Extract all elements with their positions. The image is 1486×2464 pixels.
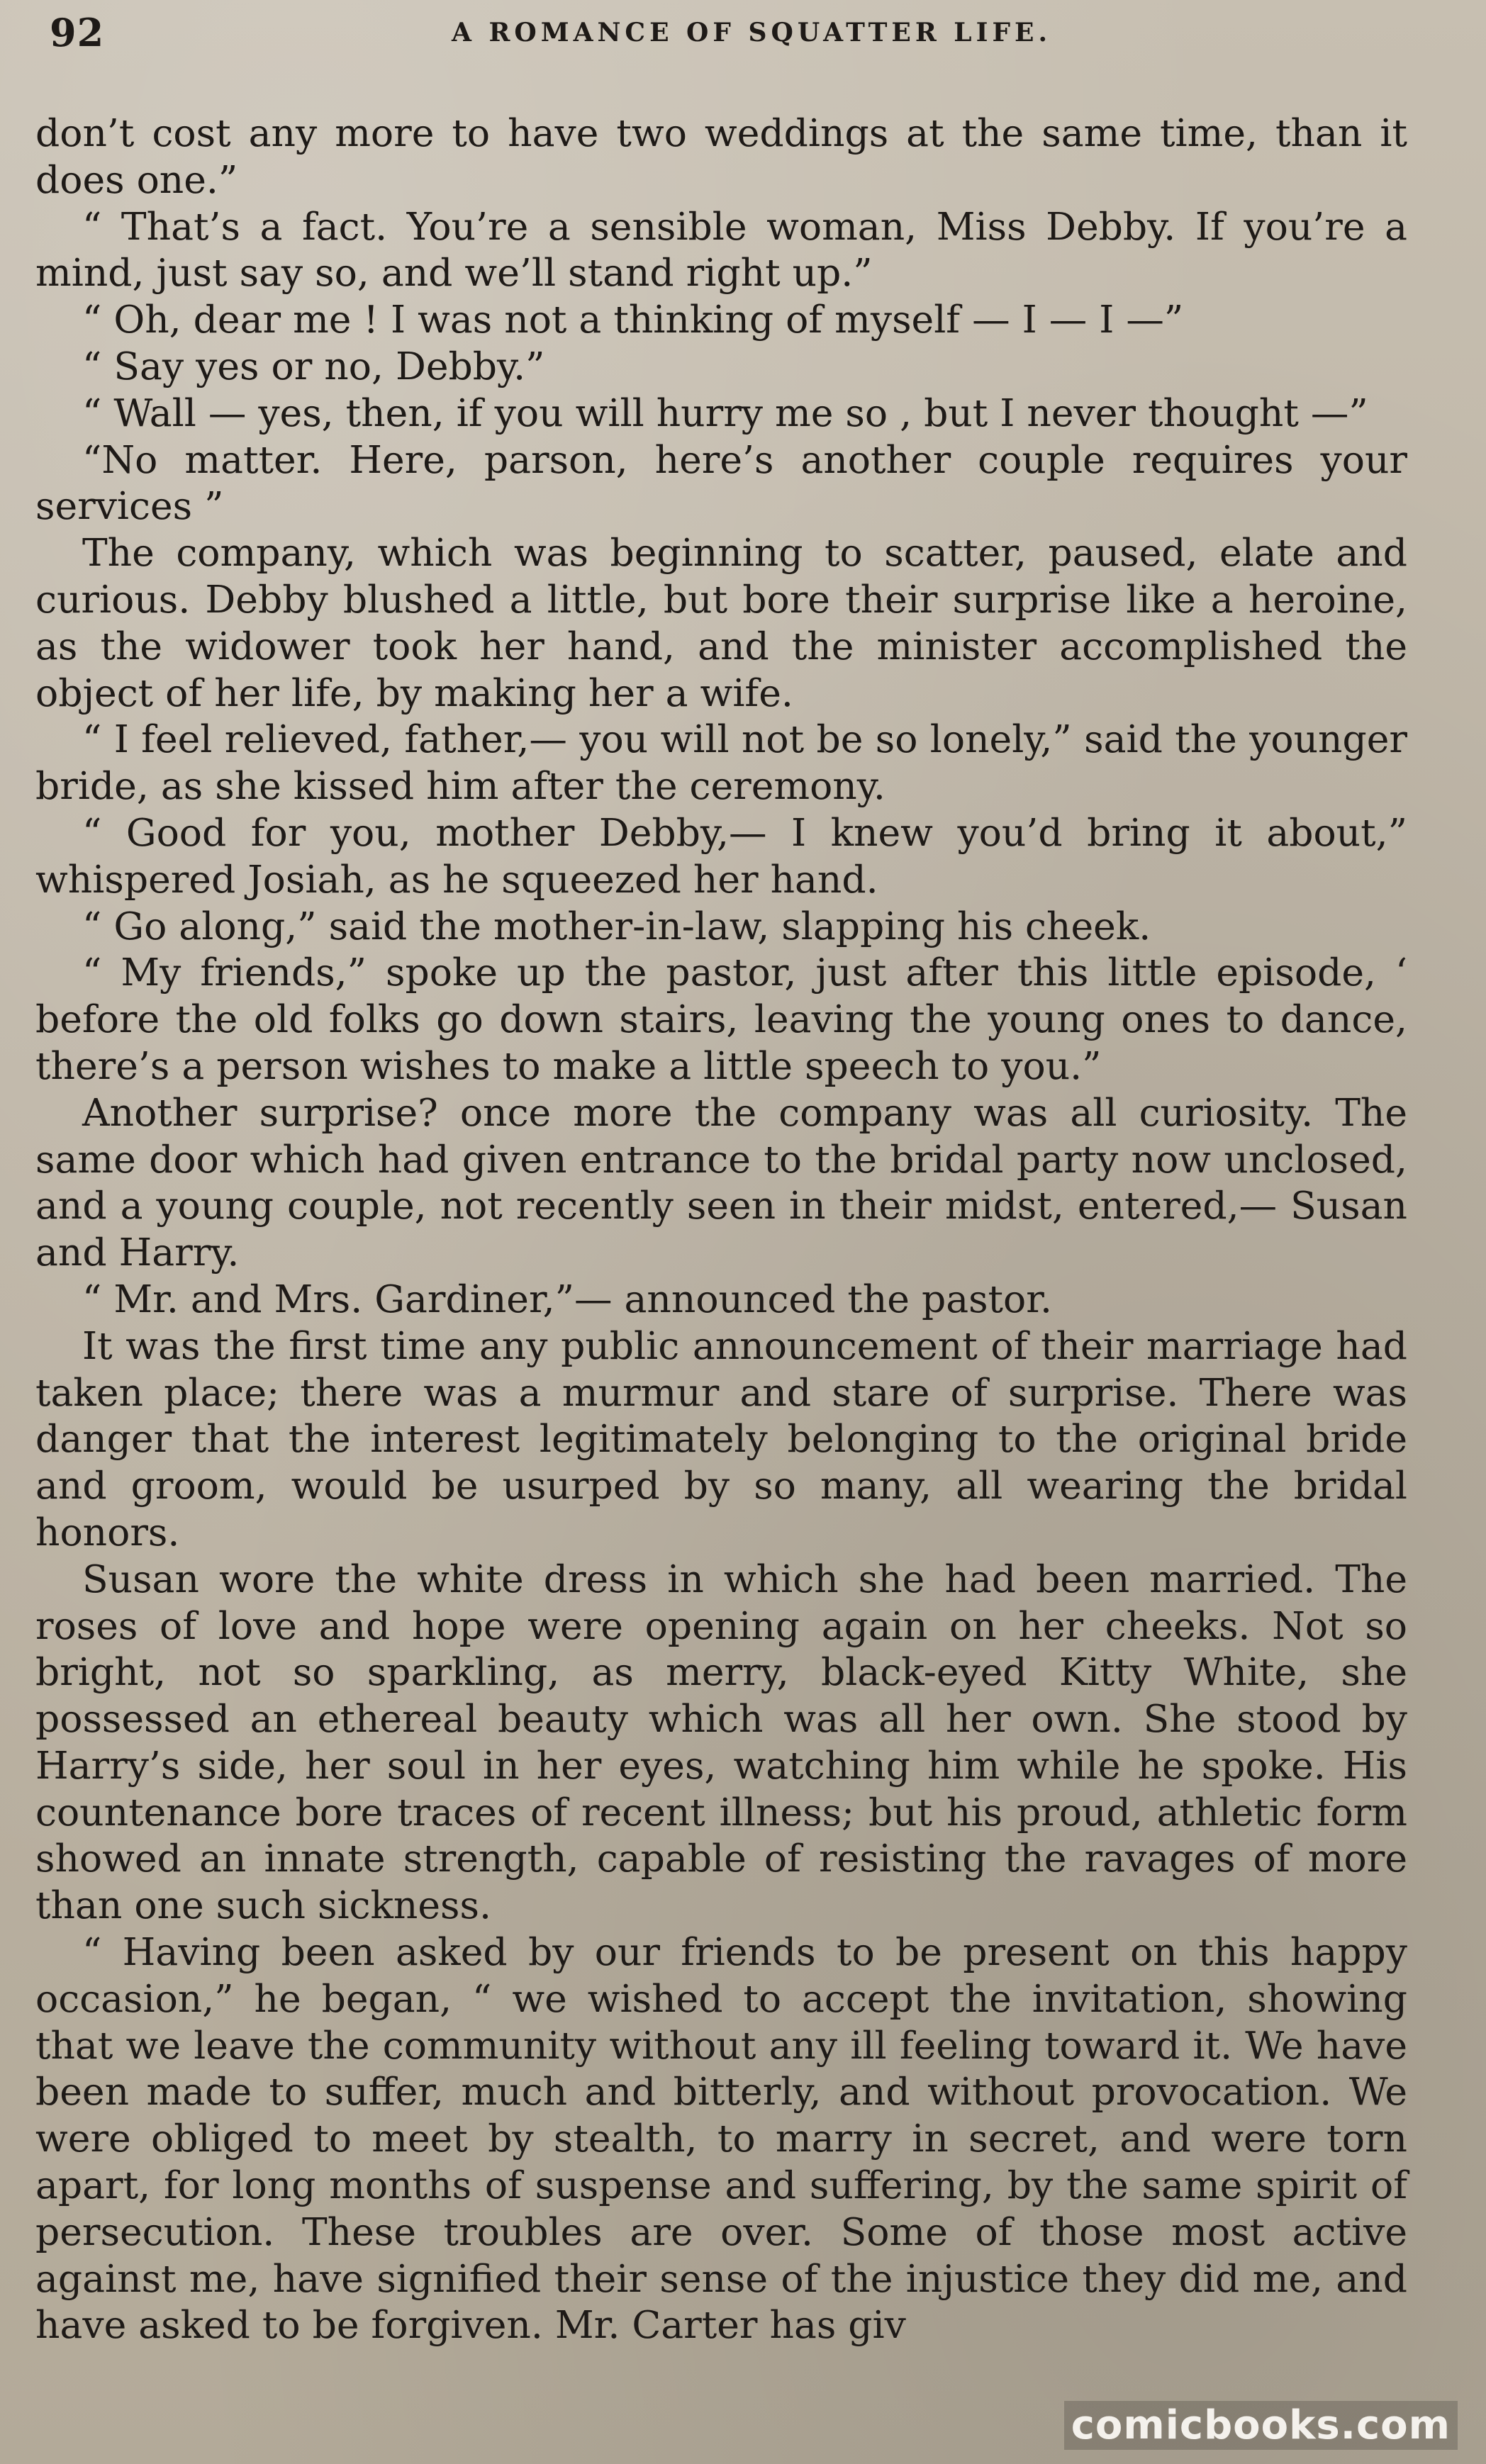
- running-title: A ROMANCE OF SQUATTER LIFE.: [452, 18, 1051, 47]
- paragraph: “ My friends,” spoke up the pastor, just after this little episode, ‘ before the old folks go down stairs, leaving the young ones to dance, there’s a person wishes to make a little speech to you.”: [35, 950, 1407, 1088]
- watermark: comicbooks.com: [1064, 2401, 1458, 2450]
- running-head: [50, 4, 1411, 61]
- paragraph: “ Mr. and Mrs. Gardiner,”— announced the pastor.: [82, 1276, 1052, 1321]
- body-text: [35, 110, 1407, 2348]
- paragraph: Susan wore the white dress in which she had been married. The roses of love and hope were opening again on her cheeks. Not so bright, not so sparkling, as merry, black-eyed Kitty White, she possessed an ethereal beauty which was all her own. She stood by Harry’s side, her soul in her eyes, watching him while he spoke. His countenance bore traces of recent illness; but his proud, athletic form showed an innate strength, capable of resisting the ravages of more than one such sickness.: [35, 1556, 1407, 1928]
- paragraph: It was the first time any public announcement of their marriage had taken place; there was a murmur and stare of surprise. There was danger that the interest legitimately belonging to the original bride and groom, would be usurped by so many, all wearing the bridal honors.: [35, 1323, 1407, 1555]
- paragraph: “ Good for you, mother Debby,— I knew you’d bring it about,” whispered Josiah, as he squeezed her hand.: [35, 810, 1407, 902]
- paragraph: “No matter. Here, parson, here’s another couple requires your services ”: [35, 437, 1407, 529]
- paragraph: Another surprise? once more the company was all curiosity. The same door which had given entrance to the bridal party now unclosed, and a young couple, not recently seen in their midst, entered,— Susan and Harry.: [35, 1090, 1407, 1275]
- paragraph: “ Wall — yes, then, if you will hurry me so , but I never thought —”: [82, 390, 1368, 435]
- paragraph: “ Go along,” said the mother-in-law, slapping his cheek.: [82, 903, 1151, 948]
- paragraph: “ Oh, dear me ! I was not a thinking of myself — I — I —”: [82, 297, 1184, 342]
- paragraph: “ I feel relieved, father,— you will not be so lonely,” said the younger bride, as she kissed him after the ceremony.: [35, 717, 1407, 809]
- page-number: 92: [50, 10, 105, 55]
- paragraph: “ Say yes or no, Debby.”: [82, 343, 545, 388]
- paragraph: don’t cost any more to have two weddings at the same time, than it does one.”: [35, 111, 1407, 202]
- paragraph: “ Having been asked by our friends to be present on this happy occasion,” he began, “ we wished to accept the invitation, showing that we leave the community without any ill feeling toward it. We have been made to suffer, much and bitterly, and without provocation. We were obliged to meet by stealth, to marry in secret, and were torn apart, for long months of suspense and suffering, by the same spirit of persecution. These troubles are over. Some of those most active against me, have signified their sense of the injustice they did me, and have asked to be forgiven. Mr. Carter has giv: [35, 1930, 1407, 2348]
- paragraph: “ That’s a fact. You’re a sensible woman, Miss Debby. If you’re a mind, just say so, and we’ll stand right up.”: [35, 203, 1407, 296]
- paragraph: The company, which was beginning to scatter, paused, elate and curious. Debby blushed a little, but bore their surprise like a heroine, as the widower took her hand, and the minister accomplished the object of her life, by making her a wife.: [35, 530, 1407, 715]
